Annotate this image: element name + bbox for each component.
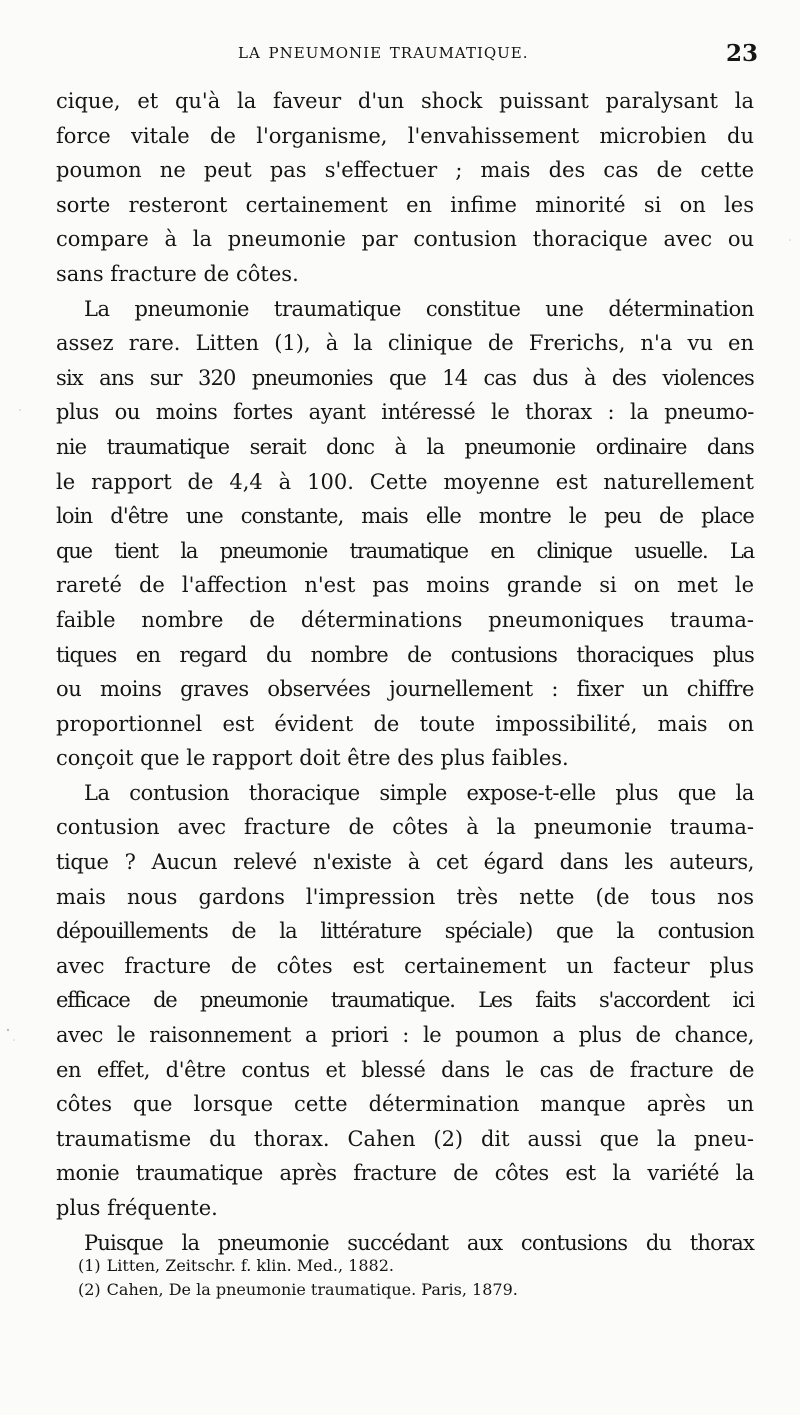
text-line: plus ou moins fortes ayant intéressé le thorax : la pneumo- (56, 400, 754, 425)
text-line: cique, et qu'à la faveur d'un shock puissant paralysant la (56, 89, 754, 113)
text-line: assez rare. Litten (1), à la clinique de Frerichs, n'a vu en (56, 331, 754, 356)
text-line: conçoit que le rapport doit être des plus faibles. (56, 746, 569, 771)
text-line: mais nous gardons l'impression très nette (de tous nos (56, 884, 754, 909)
footnote (78, 1254, 758, 1278)
footnote-text: Cahen, De la pneumonie traumatique. Paris, 1879. (106, 1280, 518, 1299)
page-number: 23 (725, 40, 758, 67)
text-line: rareté de l'affection n'est pas moins grande si on met le (56, 573, 754, 598)
text-line: contusion avec fracture de côtes à la pneumonie trauma- (56, 815, 754, 840)
text-line: avec fracture de côtes est certainement un facteur plus (56, 953, 754, 978)
text-line: ou moins graves observées journellement : fixer un chiffre (56, 677, 754, 702)
text-line: dépouillements de la littérature spéciale) que la contusion (56, 919, 754, 944)
footnotes (78, 1254, 758, 1302)
text-line: compare à la pneumonie par contusion thoracique avec ou (56, 227, 754, 252)
text-line: sans fracture de côtes. (56, 261, 299, 286)
text-line: traumatisme du thorax. Cahen (2) dit aussi que la pneu- (56, 1126, 754, 1151)
footnote-mark: (1) (78, 1256, 101, 1275)
paragraph-start-line: La pneumonie traumatique constitue une détermination (84, 296, 754, 321)
running-title: LA PNEUMONIE TRAUMATIQUE. (238, 44, 529, 62)
text-line: que tient la pneumonie traumatique en clinique usuelle. La (56, 538, 754, 563)
text-line: force vitale de l'organisme, l'envahissement microbien du (56, 123, 754, 148)
scan-speck (7, 1029, 9, 1031)
page-header (60, 40, 758, 74)
text-line: six ans sur 320 pneumonies que 14 cas dus à des violences (56, 365, 754, 390)
text-line: plus fréquente. (56, 1196, 218, 1220)
text-line: poumon ne peut pas s'effectuer ; mais des cas de cette (56, 158, 754, 183)
text-line: le rapport de 4,4 à 100. Cette moyenne est naturellement (56, 469, 754, 494)
text-line: sorte resteront certainement en infime minorité si on les (56, 192, 754, 217)
text-line: efficace de pneumonie traumatique. Les faits s'accordent ici (56, 988, 754, 1013)
paragraph-start-line: La contusion thoracique simple expose-t-elle plus que la (84, 780, 754, 805)
text-line: loin d'être une constante, mais elle montre le peu de place (56, 504, 754, 529)
body-text (56, 84, 754, 1260)
scan-speck (789, 239, 791, 241)
footnote (78, 1278, 758, 1302)
text-line: proportionnel est évident de toute impossibilité, mais on (56, 711, 754, 736)
footnote-mark: (2) (78, 1280, 101, 1299)
scan-speck (13, 1039, 15, 1041)
text-line: en effet, d'être contus et blessé dans le cas de fracture de (56, 1057, 754, 1082)
text-line: nie traumatique serait donc à la pneumonie ordinaire dans (56, 434, 754, 459)
text-line: tiques en regard du nombre de contusions thoraciques plus (56, 642, 754, 667)
footnote-text: Litten, Zeitschr. f. klin. Med., 1882. (106, 1256, 394, 1275)
text-line: côtes que lorsque cette détermination manque après un (56, 1092, 754, 1117)
text-line: faible nombre de déterminations pneumoniques trauma- (56, 607, 754, 632)
text-line: avec le raisonnement a priori : le poumon a plus de chance, (56, 1023, 754, 1048)
text-line: monie traumatique après fracture de côtes est la variété la (56, 1161, 754, 1186)
text-line: tique ? Aucun relevé n'existe à cet égard dans les auteurs, (56, 850, 754, 875)
scan-speck (19, 409, 21, 411)
paragraph-start-line: Puisque la pneumonie succédant aux contusions du thorax (84, 1230, 754, 1255)
